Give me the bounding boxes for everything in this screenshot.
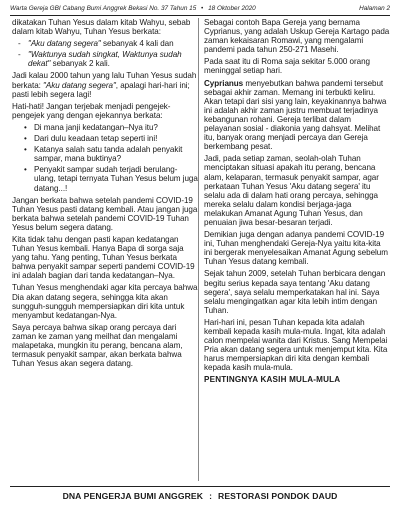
bullet-icon: • [24, 134, 27, 144]
quote-list [12, 39, 198, 68]
paragraph: Tuhan Yesus menghendaki agar kita percaya bahwa Dia akan datang segera, sehingga kita akan sungguh-sungguh mempersiapkan diri kita untuk menyambut kedatangan-Nya. [12, 283, 198, 320]
mockery-list [12, 123, 198, 193]
column-divider [198, 18, 199, 481]
footer-left: DNA PENGERJA BUMI ANGGREK [62, 491, 204, 501]
right-column [204, 18, 390, 483]
paragraph: Jadi, pada setiap zaman, seolah-olah Tuhan menciptakan situasi apakah itu perang, bencana alam, kelaparan, termasuk penyakit sampar, agar perkataan Tuhan Yesus 'Aku datang segera' itu selalu ada di dalam hati orang percaya, sehingga mereka selalu dalam kondisi berjaga-jaga melakukan Amanat Agung Tuhan Yesus, dan penuaian jiwa besar-besaran terjadi. [204, 154, 379, 227]
footer-rule [10, 486, 390, 487]
header-rule [10, 15, 390, 16]
paragraph: Cyprianus menyebutkan bahwa pandemi tersebut sebagai akhir zaman. Memang ini terbukti keliru. Akan tetapi dari sisi yang lain, keyakinannya bahwa ini adalah akhir zaman justru membuat terjadinya kebangunan rohani. Gereja terlibat dalam pelayanan sosial - diakonia yang dahsyat. Melihat itu, banyak orang menjadi percaya dan Gereja berkembang pesat. [204, 78, 387, 152]
bullet-icon: • [24, 145, 27, 155]
header-separator: • [201, 5, 204, 12]
paragraph: dikatakan Tuhan Yesus dalam kitab Wahyu, sebab dalam kitab Wahyu, Tuhan Yesus berkata: [12, 18, 191, 37]
bullet-icon: • [24, 165, 27, 175]
section-heading: PENTINGNYA KASIH MULA-MULA [204, 375, 341, 385]
paragraph: Jangan berkata bahwa setelah pandemi COVID-19 Tuhan Yesus pasti datang kembali. Atau jangan juga berkata bahwa setelah pandemi COVID-19 Tuhan Yesus belum segera datang. [12, 195, 198, 232]
list-item: • Dari dulu keadaan tetap seperti ini! [24, 134, 158, 144]
paragraph: Jadi kalau 2000 tahun yang lalu Tuhan Yesus sudah berkata: "Aku datang segera", apalagi hari-hari ini; pasti lebih segera lagi! [12, 71, 197, 99]
page-number: Halaman 2 [359, 5, 390, 12]
footer-right: RESTORASI PONDOK DAUD [218, 491, 338, 501]
page-footer [10, 491, 390, 501]
list-item: • Penyakit sampar sudah terjadi berulang-ulang, tetapi ternyata Tuhan Yesus belum juga datang...! [24, 165, 198, 193]
paragraph: Hati-hati! Jangan terjebak menjadi pengejek-pengejek yang dengan ejekannya berkata: [12, 101, 171, 120]
name-lead: Cyprianus [204, 78, 244, 88]
quote-count: sebanyak 4 kali dan [100, 39, 174, 49]
quote-list-item: - "Waktunya sudah singkat, Waktunya sudah dekat" sebanyak 2 kali. [18, 50, 182, 69]
header-left [10, 5, 259, 12]
quote-text: "Waktunya sudah singkat, Waktunya sudah dekat" [28, 50, 182, 69]
quote-count: sebanyak 2 kali. [50, 59, 110, 69]
paragraph: Sejak tahun 2009, setelah Tuhan berbicara dengan begitu serius kepada saya tentang 'Aku datang segera', saya selalu memperkatakan hal ini. Saya selalu mengingatkan agar kita lebih intim dengan Tuhan. [204, 269, 386, 315]
publication-date: 18 Oktober 2020 [208, 5, 256, 12]
paragraph: Saya percaya bahwa sikap orang percaya dari zaman ke zaman yang meilhat dan mengalami malapetaka, mungkin itu perang, bencana alam, termasuk penyakit sampar, akan berkata bahwa Tuhan Yesus akan segera datang. [12, 322, 183, 369]
footer-separator: : [209, 491, 213, 501]
paragraph: Demikian juga dengan adanya pandemi COVID-19 ini, Tuhan menghendaki Gereja-Nya yaitu kita-kita ini bergerak menyelesaikan Amanat Agung sebelum Tuhan Yesus datang kembali. [204, 230, 388, 267]
paragraph: Sebagai contoh Bapa Gereja yang bernama Cyprianus, yang adalah Uskup Gereja Kartago pada zaman kekaisaran Romawi, yang mengalami pandemi pada tahun 250-271 Masehi. [204, 18, 390, 55]
paragraph: Hari-hari ini, pesan Tuhan kepada kita adalah kembali kepada kasih mula-mula. Ingat, kita adalah calon mempelai wanita dari Kristus. Sang Mempelai Pria akan datang segera untuk menjemput kita. Kita harus mempersiapkan diri kita dengan kembali kepada kasih mula-mula. [204, 317, 388, 373]
list-item: • Katanya salah satu tanda adalah penyakit sampar, mana buktinya? [24, 145, 183, 164]
quote-text: "Aku datang segera" [28, 39, 101, 49]
paragraph: Kita tidak tahu dengan pasti kapan kedatangan Tuhan Yesus kembali. Hanya Bapa di sorga saja yang tahu. Yang penting, Tuhan Yesus berkata bahwa penyakit sampar seperti pandemi COVID-19 ini adalah bagian dari tanda kedatangan–Nya. [12, 234, 195, 281]
left-column [12, 18, 198, 483]
quote-list-item: - "Aku datang segera" sebanyak 4 kali dan [18, 39, 174, 49]
inline-quote: "Aku datang segera" [43, 80, 116, 90]
paragraph: Pada saat itu di Roma saja sekitar 5.000 orang meninggal setiap hari. [204, 57, 370, 76]
publication-name: Warta Gereja GBI Cabang Bumi Anggrek Bekasi No. 37 Tahun 15 [10, 5, 197, 12]
bullet-icon: • [24, 122, 27, 132]
page-header [10, 3, 390, 14]
list-item: • Di mana janji kedatangan–Nya itu? [24, 122, 158, 132]
